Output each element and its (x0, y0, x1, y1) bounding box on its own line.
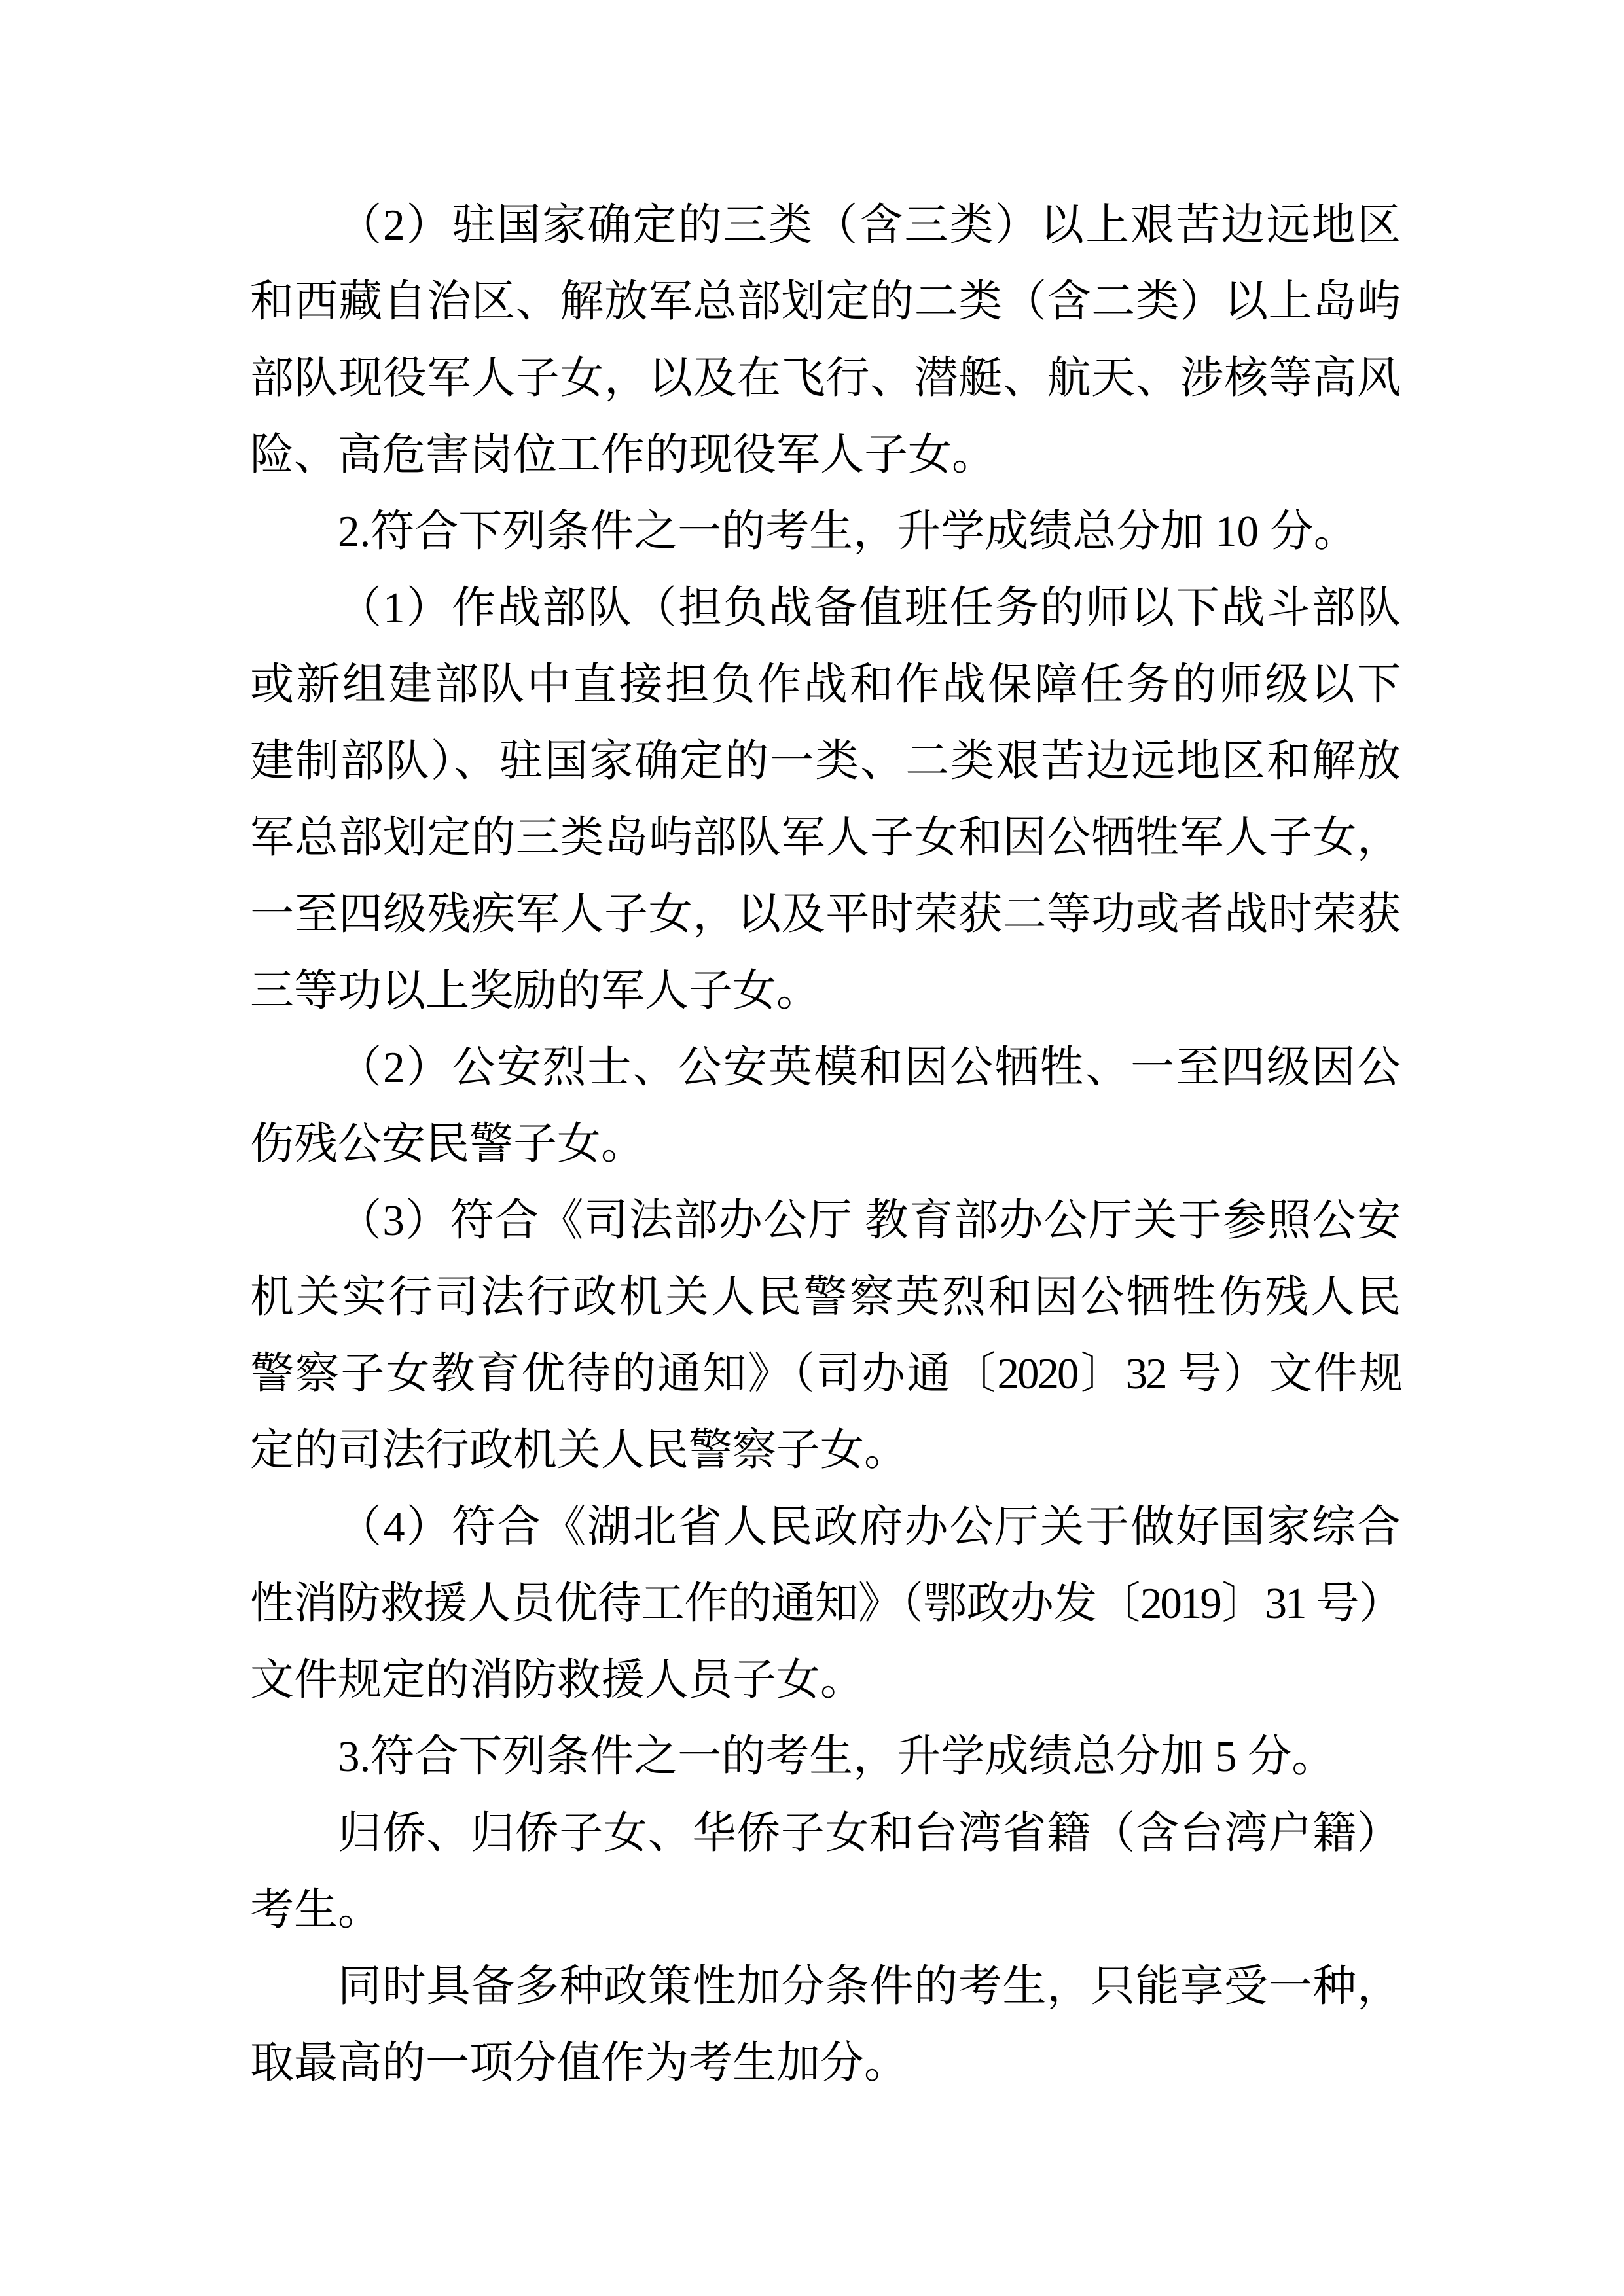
text-line: 和西藏自治区、解放军总部划定的二类（含二类）以上岛屿 (250, 278, 1401, 326)
text-line: （3）符合《司法部办公厅 教育部办公厅关于参照公安 (338, 1196, 1401, 1245)
text-line: 机关实行司法行政机关人民警察英烈和因公牺牲伤残人民 (250, 1273, 1401, 1321)
text-line: 伤残公安民警子女。 (250, 1120, 645, 1168)
text-line: 定的司法行政机关人民警察子女。 (250, 1426, 908, 1475)
text-line: 考生。 (250, 1886, 382, 1934)
text-line: 性消防救援人员优待工作的通知》（鄂政办发〔2019〕31 号） (250, 1579, 1401, 1628)
text-line: 3.符合下列条件之一的考生，升学成绩总分加 5 分。 (338, 1732, 1336, 1781)
text-line: （1）作战部队（担负战备值班任务的师以下战斗部队 (338, 584, 1401, 632)
document-body-text (250, 187, 1401, 2102)
text-line: （2）驻国家确定的三类（含三类）以上艰苦边远地区 (338, 201, 1401, 249)
text-line: 或新组建部队中直接担负作战和作战保障任务的师级以下 (250, 660, 1401, 709)
text-line: 军总部划定的三类岛屿部队军人子女和因公牺牲军人子女， (250, 814, 1401, 862)
text-line: 取最高的一项分值作为考生加分。 (250, 2039, 908, 2087)
text-line: 文件规定的消防救援人员子女。 (250, 1656, 864, 1704)
text-line: 险、高危害岗位工作的现役军人子女。 (250, 431, 996, 479)
text-line: 一至四级残疾军人子女，以及平时荣获二等功或者战时荣获 (250, 890, 1401, 939)
text-line: 部队现役军人子女，以及在飞行、潜艇、航天、涉核等高风 (250, 354, 1401, 403)
text-line: 警察子女教育优待的通知》（司办通〔2020〕32 号）文件规 (250, 1350, 1401, 1398)
text-line: 三等功以上奖励的军人子女。 (250, 967, 820, 1015)
text-line: （4）符合《湖北省人民政府办公厅关于做好国家综合 (338, 1503, 1401, 1551)
text-line: （2）公安烈士、公安英模和因公牺牲、一至四级因公 (338, 1043, 1401, 1092)
text-line: 同时具备多种政策性加分条件的考生，只能享受一种， (338, 1962, 1401, 2011)
text-line: 建制部队）、驻国家确定的一类、二类艰苦边远地区和解放 (250, 737, 1401, 785)
text-line: 归侨、归侨子女、华侨子女和台湾省籍（含台湾户籍） (338, 1809, 1401, 1857)
text-line: 2.符合下列条件之一的考生，升学成绩总分加 10 分。 (338, 507, 1358, 556)
